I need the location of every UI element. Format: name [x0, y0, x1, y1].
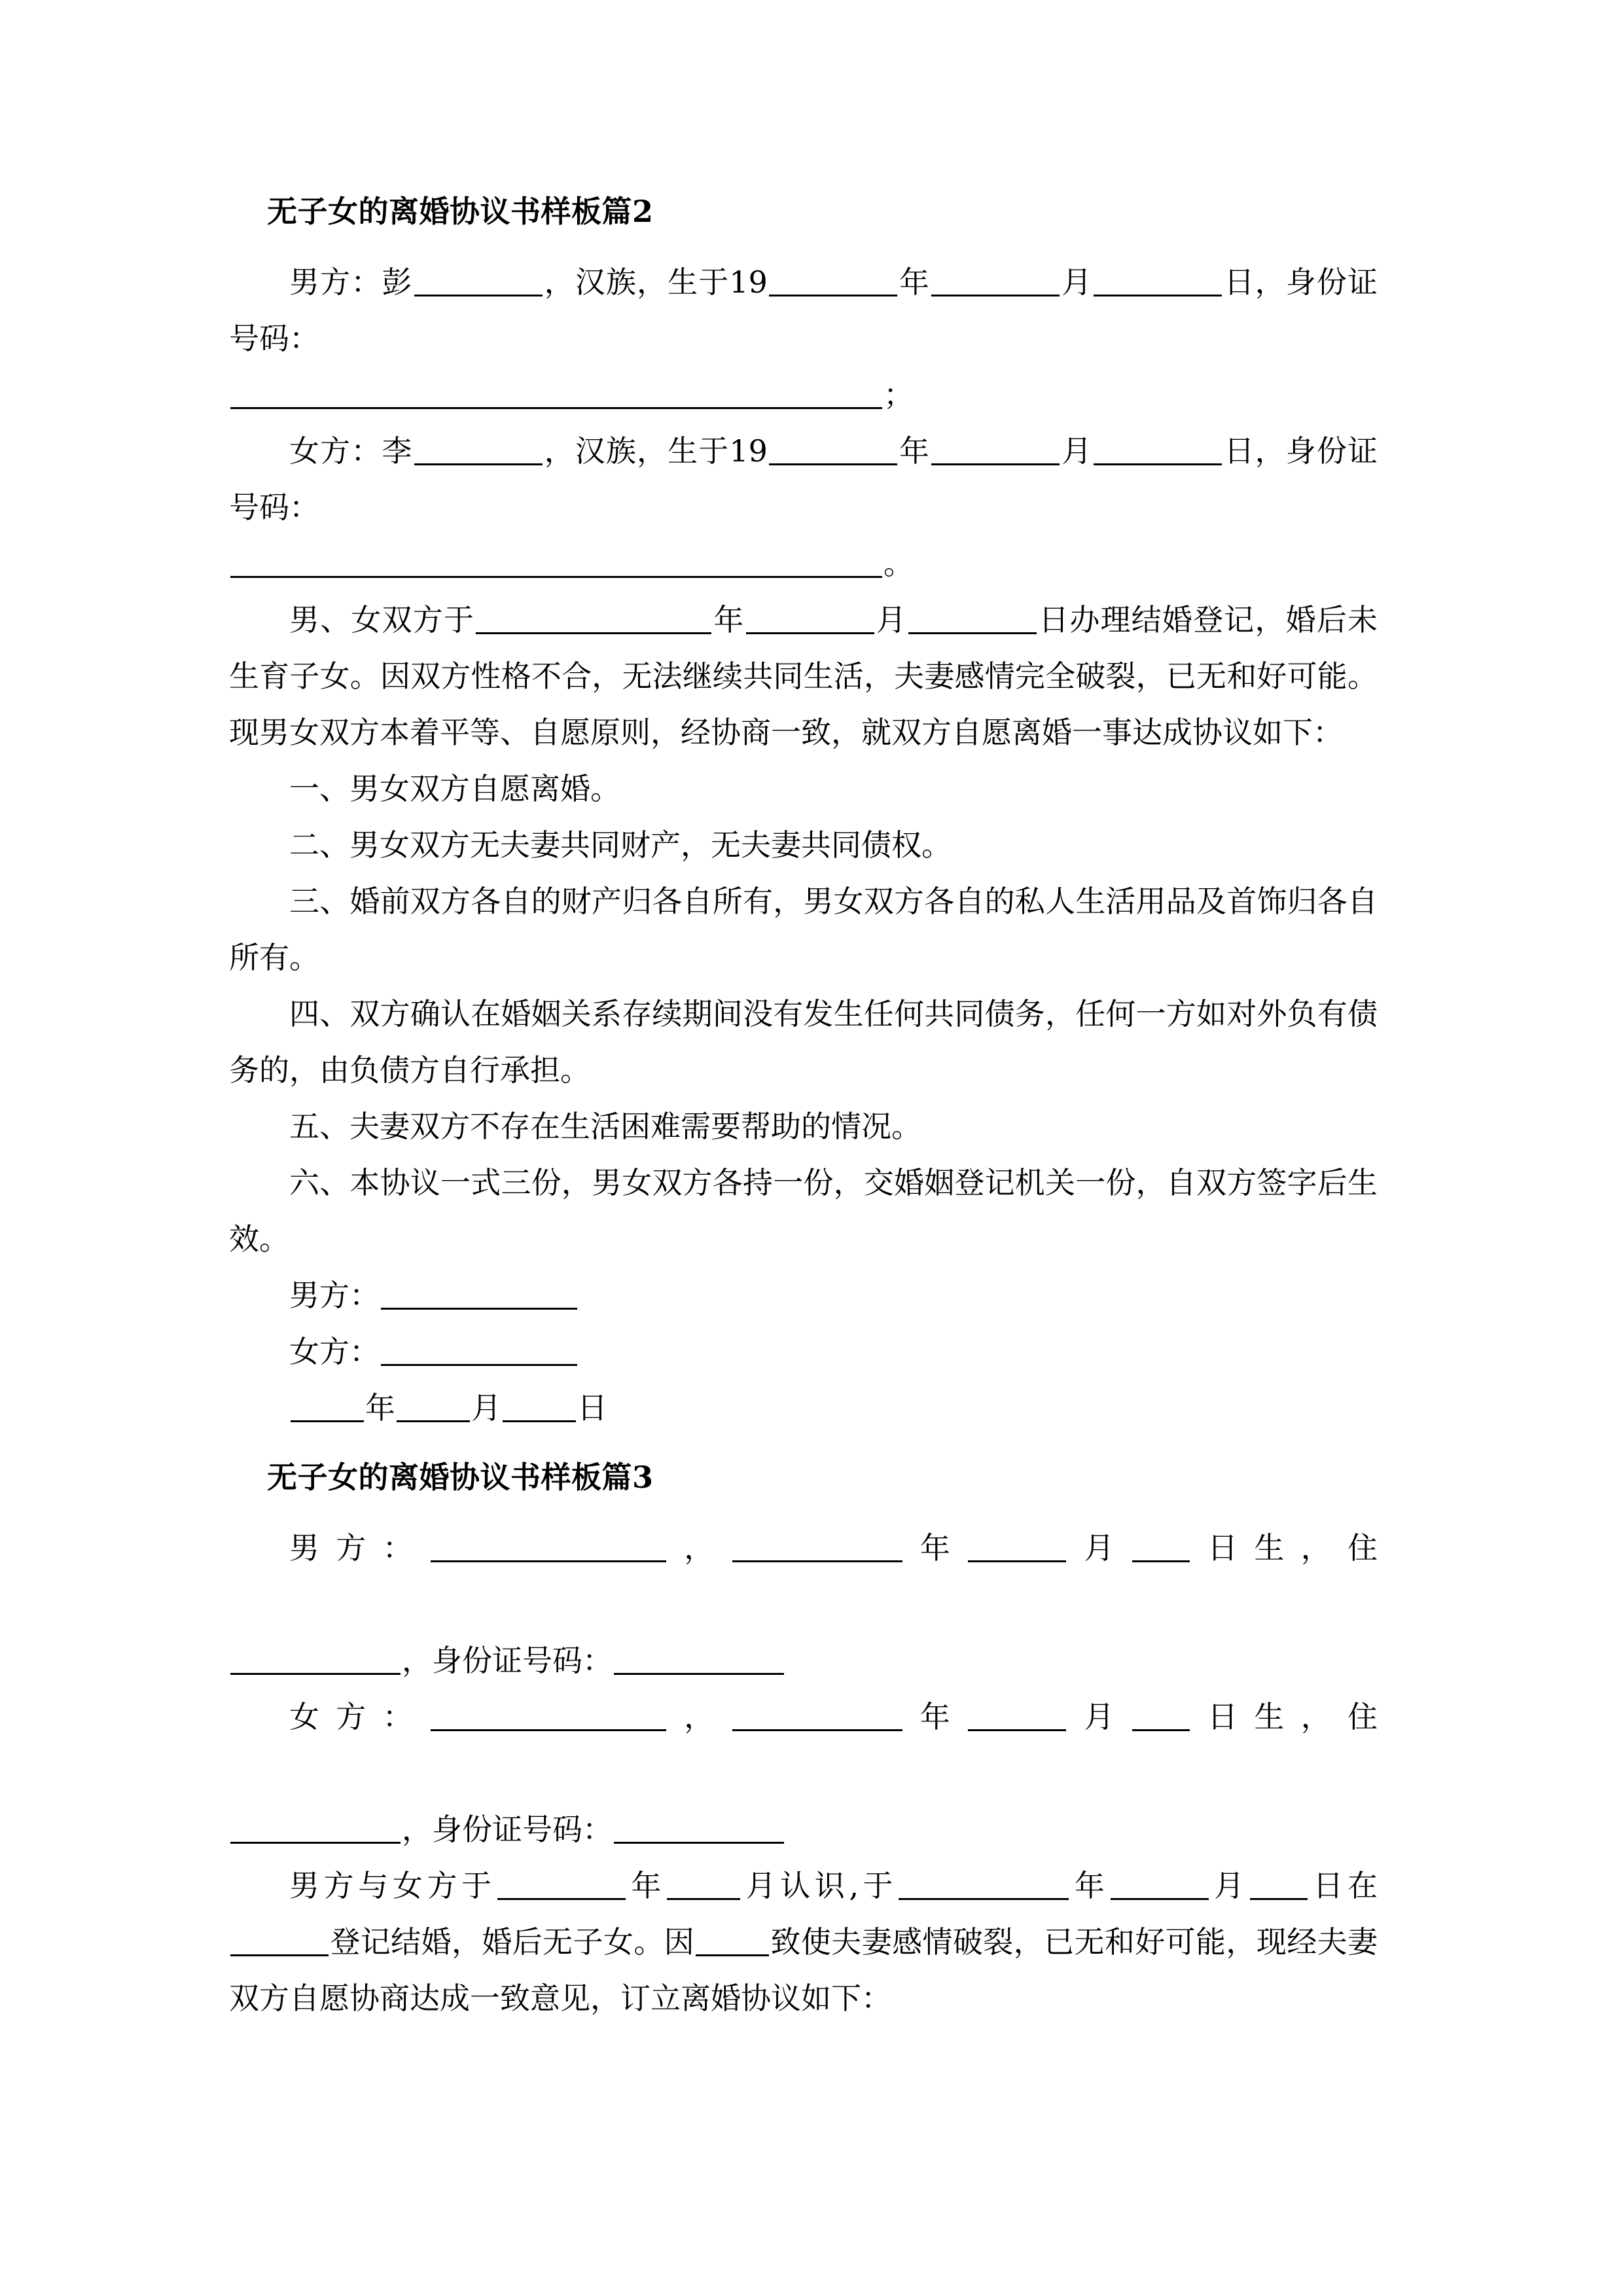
female-label-s2: 女方： — [289, 433, 382, 469]
male-birth-year-blank-s2[interactable] — [769, 260, 897, 296]
signature-year-blank-s2[interactable] — [291, 1386, 364, 1422]
preamble-month-unit-s2: 月 — [875, 602, 907, 637]
signature-female-label-s2: 女方： — [289, 1334, 380, 1369]
male-birth-day-blank-s3[interactable] — [1132, 1526, 1190, 1562]
female-year-unit-s3: 年 — [903, 1699, 967, 1734]
female-id-number-blank-s3[interactable] — [614, 1808, 784, 1844]
marriage-month-blank-s3[interactable] — [1111, 1864, 1209, 1900]
male-id-label-s2: 身份证号码： — [229, 264, 1378, 356]
male-address-label-s3: 住 — [1347, 1530, 1378, 1566]
female-address-blank-s3[interactable] — [230, 1808, 401, 1844]
male-ethnicity-s2: ，汉族，生于 — [543, 264, 730, 300]
male-party-line-s2 — [229, 254, 1378, 367]
male-id-number-blank-s3[interactable] — [614, 1639, 784, 1675]
clause-item-3: 三、婚前双方各自的财产归各自所有，男女双方各自的私人生活用品及首饰归各自所有。 — [229, 884, 1378, 975]
male-day-unit-s3: 日生， — [1190, 1530, 1348, 1566]
preamble-year-unit-s2: 年 — [713, 602, 745, 637]
female-id-number-line-s2 — [229, 535, 1378, 592]
female-year-unit-s2: 年 — [898, 433, 931, 469]
male-year-prefix-s2: 19 — [729, 264, 768, 300]
male-month-unit-s2: 月 — [1061, 264, 1093, 300]
male-birth-year-blank-s3[interactable] — [732, 1526, 902, 1562]
male-id-label-s3: ，身份证号码： — [402, 1643, 613, 1678]
breakdown-reason-blank-s3[interactable] — [696, 1920, 769, 1956]
female-birth-year-blank-s2[interactable] — [769, 429, 897, 465]
acquaint-year-blank-s3[interactable] — [497, 1864, 626, 1900]
marriage-place-blank-s3[interactable] — [230, 1920, 329, 1956]
clause-item-4: 四、双方确认在婚姻关系存续期间没有发生任何共同债务，任何一方如对外负有债务的，由负债方自行承担。 — [229, 996, 1378, 1088]
preamble-month-unit2-s3: 月 — [1209, 1868, 1249, 1903]
preamble-paragraph-s2 — [229, 592, 1378, 761]
female-id-label-s2: 身份证号码： — [229, 433, 1378, 525]
female-year-prefix-s2: 19 — [729, 433, 768, 469]
male-party-line-s3 — [229, 1520, 1378, 1632]
female-birth-day-blank-s3[interactable] — [1132, 1695, 1190, 1731]
male-comma-s3: ， — [667, 1530, 731, 1566]
female-ethnicity-s2: ，汉族，生于 — [543, 433, 730, 469]
preamble-year-unit-s3: 年 — [626, 1868, 666, 1903]
female-month-unit-s3: 月 — [1067, 1699, 1131, 1734]
preamble-lead-s3: 男方与女方于 — [289, 1868, 496, 1903]
female-comma-s3: ， — [667, 1699, 731, 1734]
male-id-number-line-s2 — [229, 367, 1378, 423]
male-id-number-blank-s2[interactable] — [230, 373, 882, 409]
marriage-year-blank-s3[interactable] — [899, 1864, 1069, 1900]
male-day-unit-s2: 日 — [1223, 264, 1255, 300]
signature-day-unit-s2: 日 — [577, 1390, 607, 1426]
female-day-unit-s3: 日生， — [1190, 1699, 1348, 1734]
clause-item-5: 五、夫妻双方不存在生活困难需要帮助的情况。 — [289, 1109, 921, 1144]
female-given-name-blank-s2[interactable] — [414, 429, 543, 465]
signature-month-blank-s2[interactable] — [397, 1386, 470, 1422]
signature-male-label-s2: 男方： — [289, 1278, 380, 1313]
preamble-lead-s2: 男、女双方于 — [289, 602, 475, 637]
female-id-label-s3: ，身份证号码： — [402, 1812, 613, 1847]
female-birth-year-blank-s3[interactable] — [732, 1695, 902, 1731]
male-birth-month-blank-s3[interactable] — [968, 1526, 1066, 1562]
female-surname-s2: 李 — [382, 433, 413, 469]
male-address-blank-s3[interactable] — [230, 1639, 401, 1675]
male-year-unit-s2: 年 — [898, 264, 931, 300]
clause-item-6: 六、本协议一式三份，男女双方各持一份，交婚姻登记机关一份，自双方签字后生效。 — [229, 1165, 1378, 1257]
male-given-name-blank-s2[interactable] — [414, 260, 543, 296]
section-heading-template-3: 无子女的离婚协议书样板篇3 — [267, 1460, 654, 1495]
female-comma-s2: ， — [1255, 433, 1286, 469]
acquaint-month-blank-s3[interactable] — [667, 1864, 740, 1900]
signature-month-unit-s2: 月 — [471, 1390, 501, 1426]
female-id-number-blank-s2[interactable] — [230, 542, 882, 578]
male-label-s3: 男方： — [289, 1530, 429, 1566]
preamble-year-unit2-s3: 年 — [1070, 1868, 1109, 1903]
clause-item-1: 一、男女双方自愿离婚。 — [289, 771, 620, 806]
signature-female-blank-s2[interactable] — [381, 1330, 577, 1366]
marriage-month-blank-s2[interactable] — [746, 598, 874, 634]
preamble-paragraph-s3 — [229, 1857, 1378, 2026]
male-label-s2: 男方： — [289, 264, 382, 300]
marriage-day-blank-s3[interactable] — [1250, 1864, 1308, 1900]
male-birth-day-blank-s2[interactable] — [1094, 260, 1222, 296]
female-terminator-s2: 。 — [883, 546, 914, 581]
male-name-blank-s3[interactable] — [431, 1526, 666, 1562]
male-terminator-s2: ； — [883, 377, 914, 412]
male-year-unit-s3: 年 — [903, 1530, 967, 1566]
signature-male-blank-s2[interactable] — [381, 1274, 577, 1310]
female-label-s3: 女方： — [289, 1699, 429, 1734]
document-body — [229, 196, 1378, 2026]
section-heading-template-2: 无子女的离婚协议书样板篇2 — [267, 194, 654, 229]
preamble-body1-s3: 登记结婚，婚后无子女。因 — [330, 1924, 695, 1960]
female-birth-month-blank-s2[interactable] — [931, 429, 1060, 465]
female-party-line-s2 — [229, 423, 1378, 535]
female-month-unit-s2: 月 — [1061, 433, 1093, 469]
clause-item-2: 二、男女双方无夫妻共同财产，无夫妻共同债权。 — [289, 827, 952, 863]
female-birth-month-blank-s3[interactable] — [968, 1695, 1066, 1731]
preamble-month-unit-s3: 月认识,于 — [741, 1868, 898, 1903]
signature-day-blank-s2[interactable] — [503, 1386, 576, 1422]
male-surname-s2: 彭 — [382, 264, 413, 300]
female-day-unit-s2: 日 — [1223, 433, 1255, 469]
male-month-unit-s3: 月 — [1067, 1530, 1131, 1566]
female-birth-day-blank-s2[interactable] — [1094, 429, 1222, 465]
signature-female-line-s2 — [229, 1323, 1378, 1380]
female-address-id-line-s3 — [229, 1801, 1378, 1857]
marriage-day-blank-s2[interactable] — [908, 598, 1037, 634]
preamble-body2-s3: 致使夫妻感情破裂，已无和好可能，现经夫妻双方自愿协商达成一致意见，订立离婚协议如下： — [229, 1924, 1378, 2016]
signature-date-line-s2 — [229, 1380, 1378, 1436]
signature-year-unit-s2: 年 — [365, 1390, 395, 1426]
preamble-day-unit2-s3: 日在 — [1308, 1868, 1378, 1903]
male-comma-s2: ， — [1255, 264, 1286, 300]
male-address-id-line-s3 — [229, 1632, 1378, 1689]
signature-male-line-s2 — [229, 1267, 1378, 1323]
female-party-line-s3 — [229, 1689, 1378, 1801]
male-birth-month-blank-s2[interactable] — [931, 260, 1060, 296]
preamble-day-unit-s2: 日 — [1037, 602, 1070, 637]
marriage-year-blank-s2[interactable] — [476, 598, 711, 634]
female-address-label-s3: 住 — [1347, 1699, 1378, 1734]
female-name-blank-s3[interactable] — [431, 1695, 666, 1731]
preamble-body-s2: 办理结婚登记，婚后未生育子女。因双方性格不合，无法继续共同生活，夫妻感情完全破裂，已无和好可能。现男女双方本着平等、自愿原则，经协商一致，就双方自愿离婚一事达成协议如下： — [229, 602, 1378, 750]
